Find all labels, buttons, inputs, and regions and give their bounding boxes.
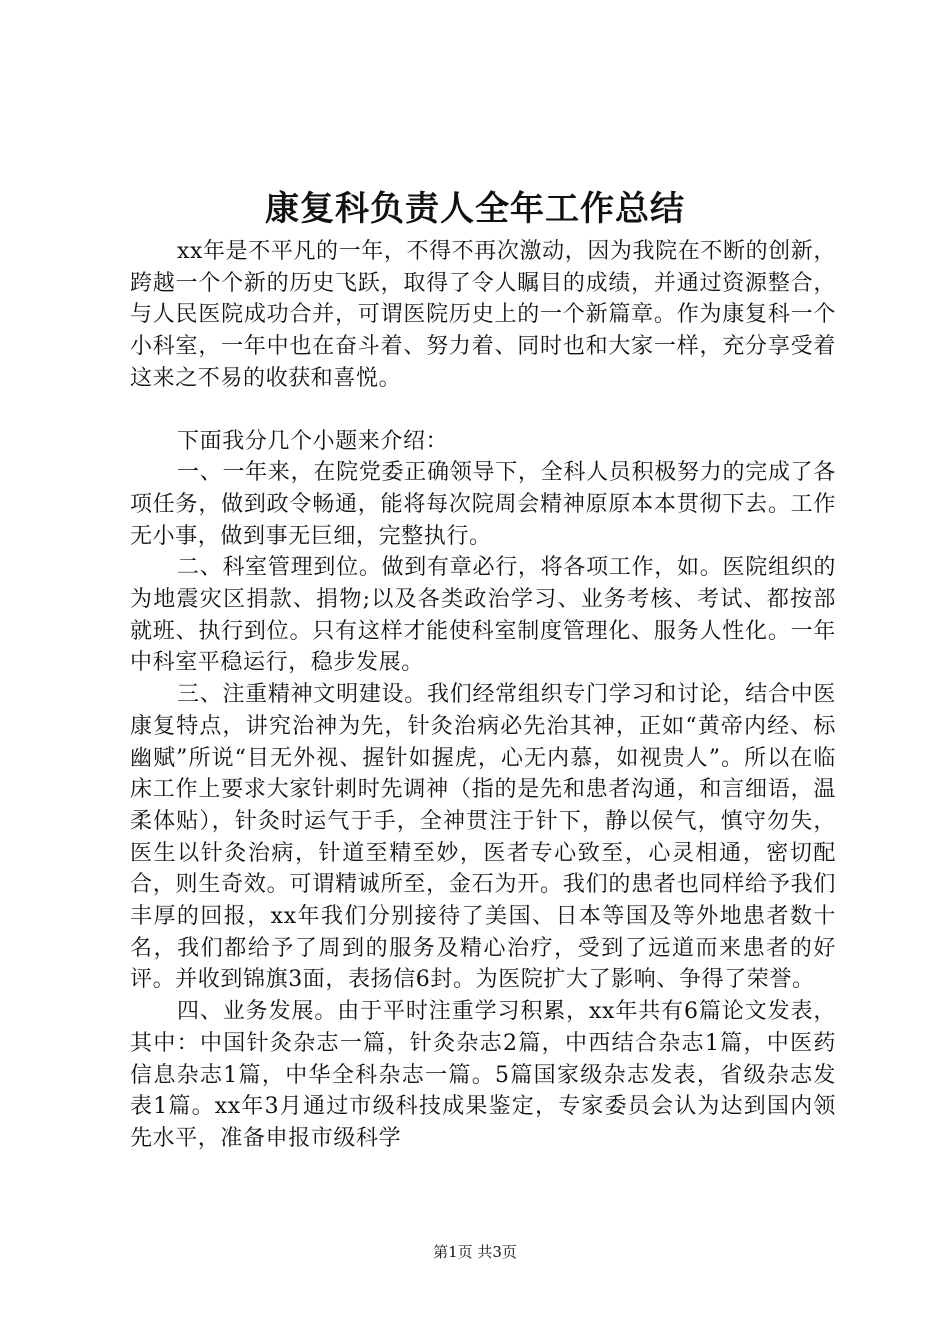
paragraph-section-1: 一、一年来，在院党委正确领导下，全科人员积极努力的完成了各项任务，做到政令畅通，能将每次院周会精神原原本本贯彻下去。工作无小事，做到事无巨细，完整执行。 xyxy=(130,460,836,549)
paragraph-section-2: 二、科室管理到位。做到有章必行，将各项工作，如。医院组织的为地震灾区捐款、捐物;以及各类政治学习、业务考核、考试、都按部就班、执行到位。只有这样才能使科室制度管理化、服务人性化。一年中科室平稳运行，稳步发展。 xyxy=(130,555,836,676)
paragraph-section-3: 三、注重精神文明建设。我们经常组织专门学习和讨论，结合中医康复特点，讲究治神为先，针灸治病必先治其神，正如“黄帝内经、标幽赋”所说“目无外视、握针如握虎，心无内慕，如视贵人”。所以在临床工作上要求大家针刺时先调神（指的是先和患者沟通，和言细语，温柔体贴），针灸时运气于手，全神贯注于针下，静以侯气，慎守勿失，医生以针灸治病，针道至精至妙，医者专心致至，心灵相通，密切配合，则生奇效。可谓精诚所至，金石为开。我们的患者也同样给予我们丰厚的回报，xx年我们分别接待了美国、日本等国及等外地患者数十名，我们都给予了周到的服务及精心治疗，受到了远道而来患者的好评。并收到锦旗3面，表扬信6封。为医院扩大了影响、争得了荣誉。 xyxy=(130,682,836,993)
paragraph-section-4: 四、业务发展。由于平时注重学习积累，xx年共有6篇论文发表，其中：中国针灸杂志一篇，针灸杂志2篇，中西结合杂志1篇，中医药信息杂志1篇，中华全科杂志一篇。5篇国家级杂志发表，省级杂志发表1篇。xx年3月通过市级科技成果鉴定，专家委员会认为达到国内领先水平，准备申报市级科学 xyxy=(130,999,836,1151)
document-body xyxy=(130,236,836,1155)
paragraph-spacer xyxy=(130,395,836,426)
document-title: 康复科负责人全年工作总结 xyxy=(265,189,685,229)
paragraph-intro: xx年是不平凡的一年，不得不再次激动，因为我院在不断的创新，跨越一个个新的历史飞跃，取得了令人瞩目的成绩，并通过资源整合，与人民医院成功合并，可谓医院历史上的一个新篇章。作为康复科一个小科室，一年中也在奋斗着、努力着、同时也和大家一样，充分享受着这来之不易的收获和喜悦。 xyxy=(130,239,836,391)
page-number-footer: 第1页 共3页 xyxy=(433,1243,517,1261)
paragraph-outline: 下面我分几个小题来介绍： xyxy=(177,428,449,454)
